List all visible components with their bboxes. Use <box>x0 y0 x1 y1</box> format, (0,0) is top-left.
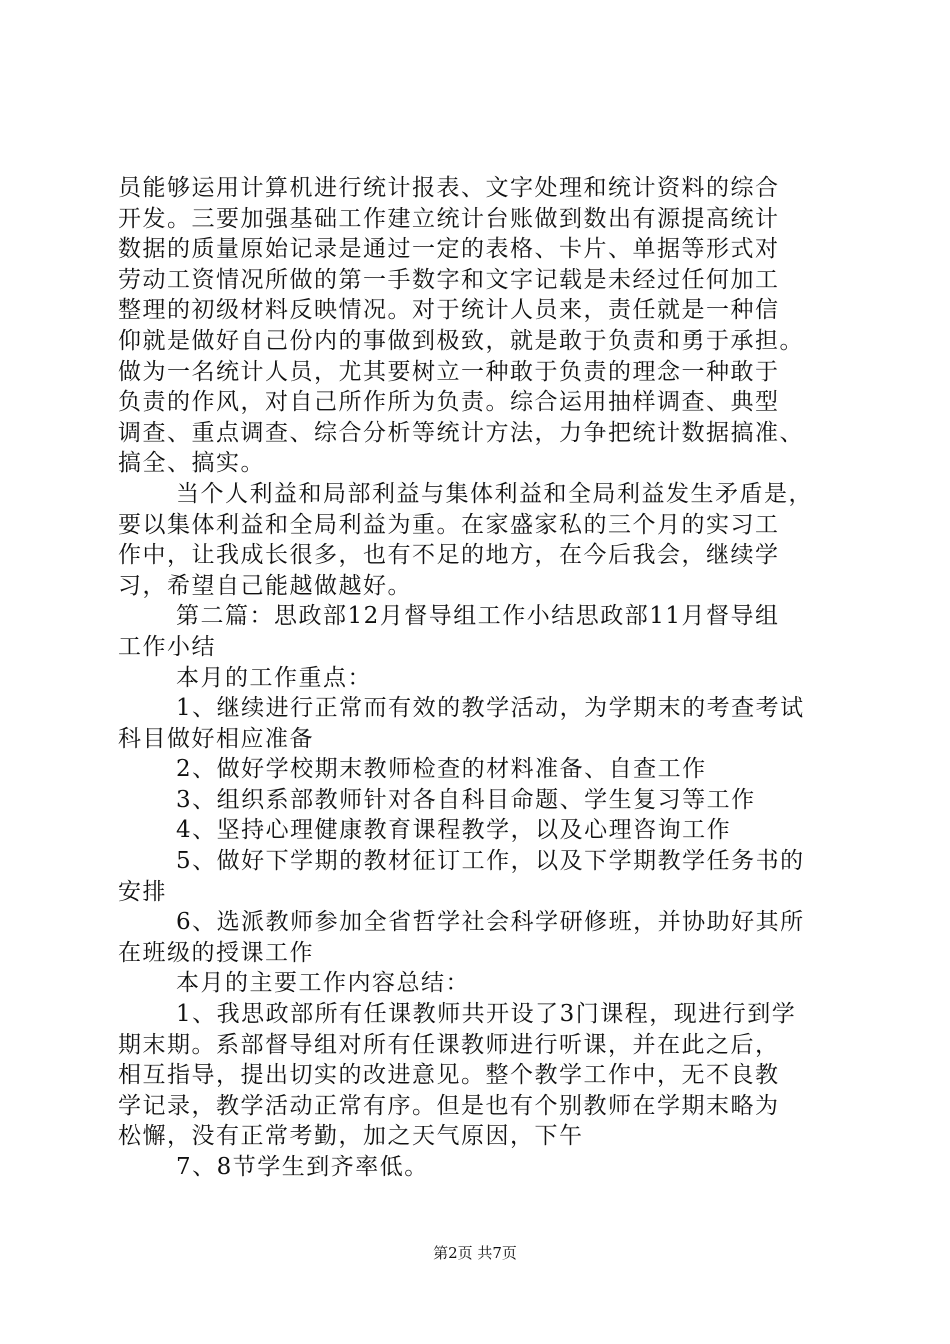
subheading-line: 本月的工作重点： <box>176 664 372 691</box>
text-line: 学记录，教学活动正常有序。但是也有个别教师在学期末略为 <box>118 1092 780 1119</box>
list-item-line: 7、8节学生到齐率低。 <box>176 1154 429 1180</box>
list-item-line: 在班级的授课工作 <box>118 939 314 966</box>
list-item-line: 2、做好学校期末教师检查的材料准备、自查工作 <box>176 756 707 783</box>
text-line: 松懈，没有正常考勤，加之天气原因，下午 <box>118 1123 584 1150</box>
text-line: 整理的初级材料反映情况。对于统计人员来，责任就是一种信 <box>118 297 780 324</box>
text-line: 负责的作风，对自己所作所为负责。综合运用抽样调查、典型 <box>118 389 780 416</box>
text-line: 搞全、搞实。 <box>118 450 265 477</box>
list-item-line: 安排 <box>118 878 167 905</box>
section-heading-line: 第二篇：思政部12月督导组工作小结思政部11月督导组 <box>176 603 780 630</box>
paragraph-first-line: 当个人利益和局部利益与集体利益和全局利益发生矛盾是， <box>176 480 813 507</box>
text-line: 期末期。系部督导组对所有任课教师进行听课，并在此之后， <box>118 1031 780 1058</box>
page-number-footer: 第2页 共7页 <box>433 1244 517 1262</box>
text-line: 要以集体利益和全局利益为重。在家盛家私的三个月的实习工 <box>118 511 780 538</box>
text-line: 调查、重点调查、综合分析等统计方法，力争把统计数据搞准、 <box>118 419 804 446</box>
text-line: 开发。三要加强基础工作建立统计台账做到数出有源提高统计 <box>118 205 780 232</box>
list-item-line: 5、做好下学期的教材征订工作，以及下学期教学任务书的 <box>176 848 805 875</box>
document-body <box>118 173 838 1183</box>
list-item-line: 1、继续进行正常而有效的教学活动，为学期末的考查考试 <box>176 695 805 722</box>
list-item-line: 3、组织系部教师针对各自科目命题、学生复习等工作 <box>176 786 756 813</box>
text-line: 作中，让我成长很多，也有不足的地方，在今后我会，继续学 <box>118 542 780 569</box>
text-line: 劳动工资情况所做的第一手数字和文字记载是未经过任何加工 <box>118 266 780 293</box>
text-line: 仰就是做好自己份内的事做到极致，就是敢于负责和勇于承担。 <box>118 327 804 354</box>
text-line: 做为一名统计人员，尤其要树立一种敢于负责的理念一种敢于 <box>118 358 780 385</box>
text-line: 数据的质量原始记录是通过一定的表格、卡片、单据等形式对 <box>118 236 780 263</box>
list-item-line: 1、我思政部所有任课教师共开设了3门课程，现进行到学 <box>176 1001 797 1028</box>
subheading-line: 本月的主要工作内容总结： <box>176 970 470 997</box>
list-item-line: 4、坚持心理健康教育课程教学，以及心理咨询工作 <box>176 817 732 844</box>
text-line: 员能够运用计算机进行统计报表、文字处理和统计资料的综合 <box>118 175 780 201</box>
section-heading-line: 工作小结 <box>118 633 216 660</box>
list-item-line: 科目做好相应准备 <box>118 725 314 752</box>
list-item-line: 6、选派教师参加全省哲学社会科学研修班，并协助好其所 <box>176 909 805 936</box>
text-line: 习，希望自己能越做越好。 <box>118 572 412 599</box>
text-line: 相互指导，提出切实的改进意见。整个教学工作中，无不良教 <box>118 1062 780 1089</box>
